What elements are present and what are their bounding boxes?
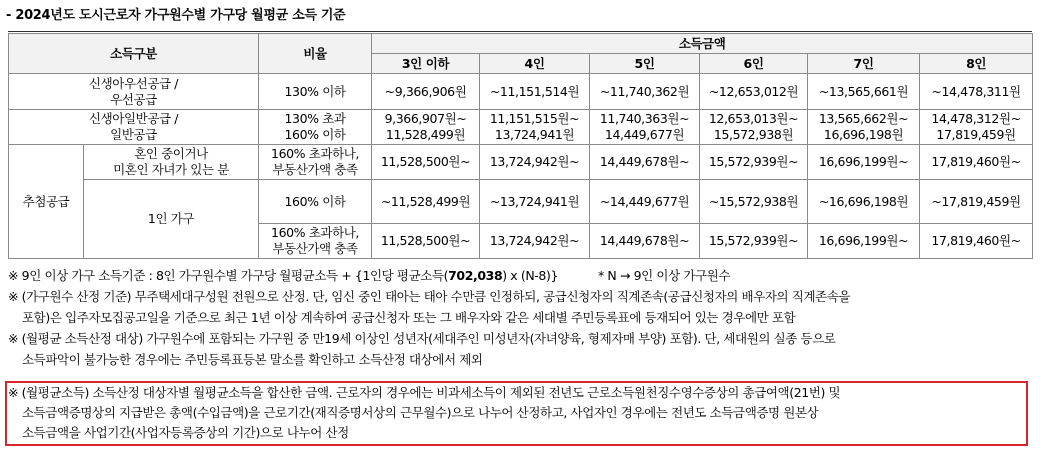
value-cell: ~14,449,677원 [590,180,700,224]
value-cell: 15,572,939원~ [700,224,808,259]
income-table [8,33,1033,259]
note-household-count: ※ (가구원수 산정 기준) 무주택세대구성원 전원으로 산정. 단, 임신 중인 태아는 태아 수만큼 인정하되, 공급신청자의 직계존속(공급신청자의 배우자의 직계존속을 [8,289,851,304]
value-cell: ~11,528,499원 [372,180,480,224]
header-size: 7인 [808,54,920,74]
note-monthly-income-cont: 소득금액증명상의 지급받은 총액(수입금액)을 근로기간(재직증명서상의 근무월수)으로 나누어 산정하고, 사업자인 경우에는 전년도 소득금액증명 원본상 [22,405,819,420]
table-row [9,145,1033,180]
row-label: 신생아일반공급 / 일반공급 [9,110,259,145]
value-cell: ~9,366,906원 [372,74,480,110]
table-row [9,180,1033,224]
value-cell: 13,724,942원~ [480,224,590,259]
note-monthly-income-cont: 소득금액을 사업기간(사업자등록증상의 기간)으로 나누어 산정 [22,425,349,440]
notes-section [8,265,1032,370]
value-cell: ~16,696,198원 [808,180,920,224]
value-cell: ~12,653,012원 [700,74,808,110]
value-cell: 17,819,460원~ [920,224,1033,259]
header-size: 6인 [700,54,808,74]
row-label: 혼인 중이거나 미혼인 자녀가 있는 분 [84,145,259,180]
header-category: 소득구분 [9,34,259,74]
table-row [9,110,1033,145]
monthly-income-note [8,383,1023,443]
value-cell: 11,151,515원~ 13,724,941원 [480,110,590,145]
value-cell: 9,366,907원~ 11,528,499원 [372,110,480,145]
header-income: 소득금액 [372,34,1033,54]
table-row [9,74,1033,110]
value-cell: 16,696,199원~ [808,224,920,259]
value-cell: 17,819,460원~ [920,145,1033,180]
page-title: - 2024년도 도시근로자 가구원수별 가구당 월평균 소득 기준 [6,8,346,23]
value-cell: 11,528,500원~ [372,145,480,180]
note-household-count-cont: 포함)은 입주자모집공고일을 기준으로 최근 1년 이상 계속하여 공급신청자 또는 그 배우자와 같은 세대별 주민등록표에 등재되어 있는 경우에만 포함 [22,310,796,325]
top-rule [8,31,1032,32]
note-income-target: ※ (월평균 소득산정 대상) 가구원수에 포함되는 가구원 중 만19세 이상인 성년자(세대주인 미성년자(자녀양육, 형제자매 부양) 포함). 단, 세대원의 실종 등으로 [8,331,836,346]
value-cell: 11,740,363원~ 14,449,677원 [590,110,700,145]
ratio-cell: 160% 초과하나, 부동산가액 충족 [259,224,372,259]
value-cell: ~13,565,661원 [808,74,920,110]
value-cell: 11,528,500원~ [372,224,480,259]
header-size: 8인 [920,54,1033,74]
value-cell: ~11,151,514원 [480,74,590,110]
value-cell: 15,572,939원~ [700,145,808,180]
value-cell: ~11,740,362원 [590,74,700,110]
ratio-cell: 130% 초과 160% 이하 [259,110,372,145]
value-cell: ~17,819,459원 [920,180,1033,224]
note-income-target-cont: 소득파악이 불가능한 경우에는 주민등록표등본 말소를 확인하고 소득산정 대상에서 제외 [22,352,483,367]
ratio-cell: 160% 이하 [259,180,372,224]
value-cell: 14,449,678원~ [590,224,700,259]
value-cell: ~14,478,311원 [920,74,1033,110]
value-cell: ~15,572,938원 [700,180,808,224]
lottery-label: 추첨공급 [9,145,84,259]
value-cell: 14,478,312원~ 17,819,459원 [920,110,1033,145]
row-label: 신생아우선공급 / 우선공급 [9,74,259,110]
row-label: 1인 가구 [84,180,259,259]
header-ratio: 비율 [259,34,372,74]
note-monthly-income: ※ (월평균소득) 소득산정 대상자별 월평균소득을 합산한 금액. 근로자의 경우에는 비과세소득이 제외된 전년도 근로소득원천징수영수증상의 총급여액(21번) 및 [8,385,841,400]
value-cell: 14,449,678원~ [590,145,700,180]
header-size: 4인 [480,54,590,74]
header-size: 5인 [590,54,700,74]
note-nine-plus: ※ 9인 이상 가구 소득기준 : 8인 가구원수별 가구당 월평균소득 + {1인당 평균소득(702,038) x (N-8)} * N → 9인 이상 가구원수 [8,268,731,283]
per-person-income: 702,038 [448,268,503,283]
value-cell: 12,653,013원~ 15,572,938원 [700,110,808,145]
ratio-cell: 130% 이하 [259,74,372,110]
ratio-cell: 160% 초과하나, 부동산가액 충족 [259,145,372,180]
value-cell: 16,696,199원~ [808,145,920,180]
value-cell: 13,565,662원~ 16,696,198원 [808,110,920,145]
value-cell: 13,724,942원~ [480,145,590,180]
header-size: 3인 이하 [372,54,480,74]
value-cell: ~13,724,941원 [480,180,590,224]
